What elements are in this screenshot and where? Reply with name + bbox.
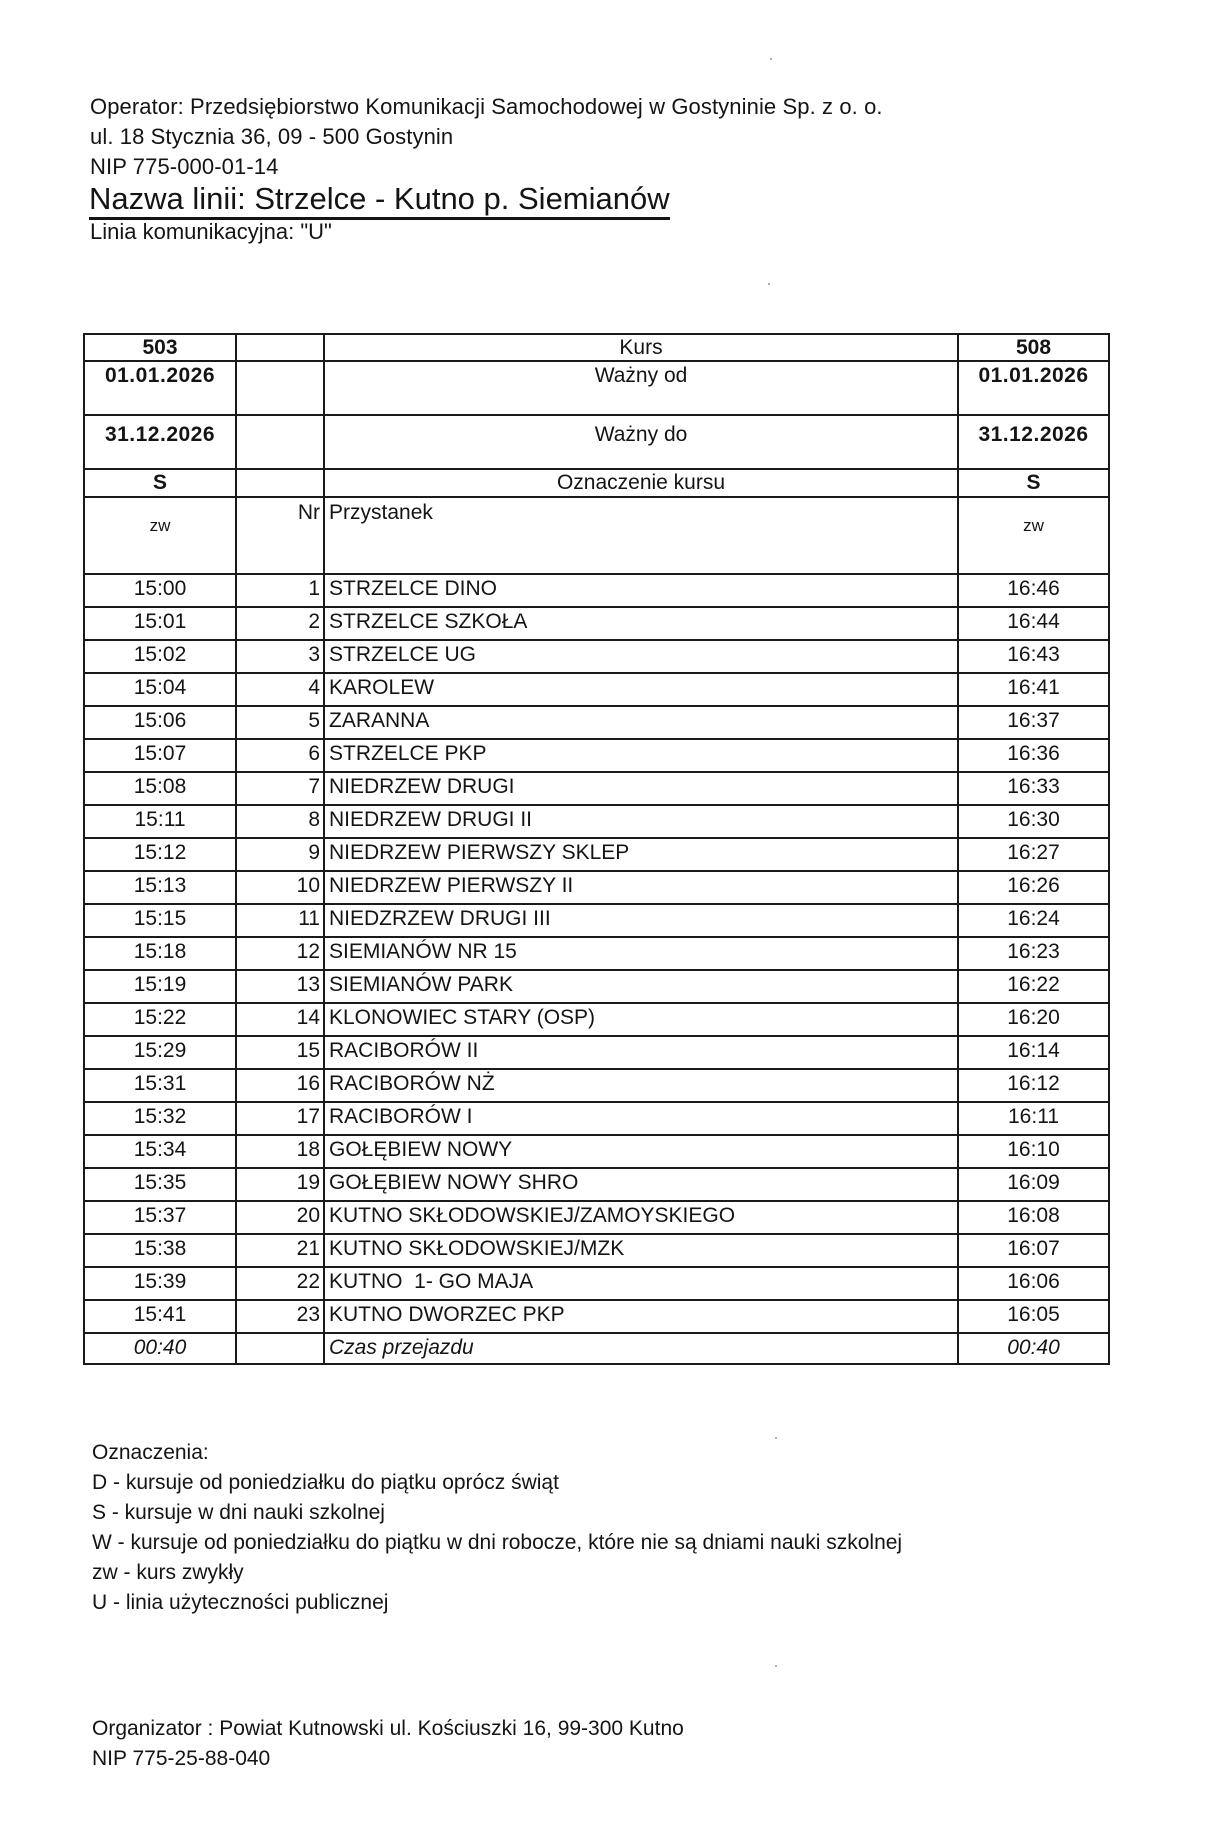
stop-name: STRZELCE PKP [324, 739, 958, 772]
departure-time: 15:18 [84, 937, 236, 970]
course-marking-right: S [958, 469, 1109, 497]
departure-time: 15:07 [84, 739, 236, 772]
scan-speck [775, 1665, 777, 1667]
valid-to-right: 31.12.2026 [958, 415, 1109, 469]
stop-row [84, 1300, 1109, 1333]
stop-name: SIEMIANÓW PARK [324, 970, 958, 1003]
column-header-row [84, 497, 1109, 574]
valid-from-label: Ważny od [324, 361, 958, 415]
scan-speck [768, 283, 770, 285]
line-type: Linia komunikacyjna: "U" [90, 219, 332, 244]
stop-row [84, 1267, 1109, 1300]
stop-number: 19 [236, 1168, 324, 1201]
stop-number: 5 [236, 706, 324, 739]
return-time: 16:11 [958, 1102, 1109, 1135]
empty-cell [236, 361, 324, 415]
stop-row [84, 937, 1109, 970]
stop-number: 6 [236, 739, 324, 772]
return-time: 16:43 [958, 640, 1109, 673]
departure-time: 15:39 [84, 1267, 236, 1300]
stop-number: 4 [236, 673, 324, 706]
organizer [92, 1714, 684, 1774]
stop-number: 8 [236, 805, 324, 838]
stop-number: 11 [236, 904, 324, 937]
return-time: 16:23 [958, 937, 1109, 970]
course-marking-left: S [84, 469, 236, 497]
travel-time-left: 00:40 [84, 1333, 236, 1364]
nr-header: Nr [236, 497, 324, 574]
stop-name: NIEDZRZEW DRUGI III [324, 904, 958, 937]
stop-number: 18 [236, 1135, 324, 1168]
stop-number: 9 [236, 838, 324, 871]
stop-name: ZARANNA [324, 706, 958, 739]
return-time: 16:33 [958, 772, 1109, 805]
stop-name: RACIBORÓW I [324, 1102, 958, 1135]
empty-cell [236, 1333, 324, 1364]
stop-row [84, 1168, 1109, 1201]
return-time: 16:27 [958, 838, 1109, 871]
stop-row [84, 1036, 1109, 1069]
course-label: Kurs [324, 334, 958, 361]
valid-from-row [84, 361, 1109, 415]
departure-time: 15:13 [84, 871, 236, 904]
stop-row [84, 1003, 1109, 1036]
stop-row [84, 772, 1109, 805]
return-time: 16:41 [958, 673, 1109, 706]
course-type-right: zw [958, 497, 1109, 574]
stop-row [84, 640, 1109, 673]
return-time: 16:10 [958, 1135, 1109, 1168]
empty-cell [236, 415, 324, 469]
stop-number: 21 [236, 1234, 324, 1267]
stop-name: KUTNO SKŁODOWSKIEJ/MZK [324, 1234, 958, 1267]
legend-item: zw - kurs zwykły [92, 1561, 244, 1584]
stop-header: Przystanek [324, 497, 958, 574]
stop-name: RACIBORÓW II [324, 1036, 958, 1069]
operator-line: Operator: Przedsiębiorstwo Komunikacji Samochodowej w Gostyninie Sp. z o. o. [90, 94, 883, 119]
stop-name: NIEDRZEW DRUGI [324, 772, 958, 805]
operator-address: ul. 18 Stycznia 36, 09 - 500 Gostynin [90, 124, 454, 149]
stop-row [84, 1102, 1109, 1135]
operator-nip: NIP 775-000-01-14 [90, 154, 279, 179]
return-time: 16:44 [958, 607, 1109, 640]
scan-speck [770, 58, 772, 60]
return-time: 16:46 [958, 574, 1109, 607]
stop-row [84, 805, 1109, 838]
stop-name: STRZELCE SZKOŁA [324, 607, 958, 640]
return-time: 16:07 [958, 1234, 1109, 1267]
return-time: 16:08 [958, 1201, 1109, 1234]
departure-time: 15:32 [84, 1102, 236, 1135]
stop-name: KUTNO SKŁODOWSKIEJ/ZAMOYSKIEGO [324, 1201, 958, 1234]
valid-from-left: 01.01.2026 [84, 361, 236, 415]
stop-name: NIEDRZEW PIERWSZY SKLEP [324, 838, 958, 871]
departure-time: 15:38 [84, 1234, 236, 1267]
stop-number: 1 [236, 574, 324, 607]
valid-to-label: Ważny do [324, 415, 958, 469]
organizer-line: Organizator : Powiat Kutnowski ul. Kościuszki 16, 99-300 Kutno [92, 1717, 684, 1740]
return-time: 16:05 [958, 1300, 1109, 1333]
line-title: Nazwa linii: Strzelce - Kutno p. Siemianów [89, 181, 670, 220]
legend-item: D - kursuje od poniedziałku do piątku oprócz świąt [92, 1471, 559, 1494]
legend-item: U - linia użyteczności publicznej [92, 1591, 389, 1614]
legend-item: S - kursuje w dni nauki szkolnej [92, 1501, 385, 1524]
departure-time: 15:19 [84, 970, 236, 1003]
stop-number: 16 [236, 1069, 324, 1102]
travel-time-right: 00:40 [958, 1333, 1109, 1364]
departure-time: 15:12 [84, 838, 236, 871]
stop-row [84, 574, 1109, 607]
organizer-nip: NIP 775-25-88-040 [92, 1747, 271, 1770]
stop-name: STRZELCE DINO [324, 574, 958, 607]
return-time: 16:20 [958, 1003, 1109, 1036]
departure-time: 15:37 [84, 1201, 236, 1234]
stop-name: NIEDRZEW PIERWSZY II [324, 871, 958, 904]
return-time: 16:09 [958, 1168, 1109, 1201]
valid-to-left: 31.12.2026 [84, 415, 236, 469]
course-number-right: 508 [958, 334, 1109, 361]
course-marking-label: Oznaczenie kursu [324, 469, 958, 497]
stop-row [84, 904, 1109, 937]
return-time: 16:36 [958, 739, 1109, 772]
stop-row [84, 1234, 1109, 1267]
timetable [83, 333, 1110, 1365]
valid-to-row [84, 415, 1109, 469]
stop-name: STRZELCE UG [324, 640, 958, 673]
departure-time: 15:22 [84, 1003, 236, 1036]
stop-number: 22 [236, 1267, 324, 1300]
stop-row [84, 607, 1109, 640]
return-time: 16:26 [958, 871, 1109, 904]
departure-time: 15:31 [84, 1069, 236, 1102]
departure-time: 15:11 [84, 805, 236, 838]
stop-number: 13 [236, 970, 324, 1003]
stop-number: 15 [236, 1036, 324, 1069]
legend-item: W - kursuje od poniedziałku do piątku w dni robocze, które nie są dniami nauki szkolnej [92, 1531, 903, 1554]
departure-time: 15:34 [84, 1135, 236, 1168]
stop-row [84, 1069, 1109, 1102]
stop-row [84, 838, 1109, 871]
stop-row [84, 706, 1109, 739]
stop-name: GOŁĘBIEW NOWY SHRO [324, 1168, 958, 1201]
stop-number: 14 [236, 1003, 324, 1036]
course-marking-row [84, 469, 1109, 497]
departure-time: 15:35 [84, 1168, 236, 1201]
return-time: 16:06 [958, 1267, 1109, 1300]
legend [92, 1438, 902, 1618]
stop-number: 20 [236, 1201, 324, 1234]
stop-name: SIEMIANÓW NR 15 [324, 937, 958, 970]
stop-number: 7 [236, 772, 324, 805]
departure-time: 15:06 [84, 706, 236, 739]
stop-number: 3 [236, 640, 324, 673]
stop-row [84, 739, 1109, 772]
travel-time-label: Czas przejazdu [324, 1333, 958, 1364]
stop-name: KUTNO 1- GO MAJA [324, 1267, 958, 1300]
scan-speck [775, 1437, 777, 1439]
return-time: 16:12 [958, 1069, 1109, 1102]
stop-name: GOŁĘBIEW NOWY [324, 1135, 958, 1168]
departure-time: 15:01 [84, 607, 236, 640]
stop-row [84, 970, 1109, 1003]
stop-name: KAROLEW [324, 673, 958, 706]
departure-time: 15:00 [84, 574, 236, 607]
stop-number: 2 [236, 607, 324, 640]
empty-cell [236, 334, 324, 361]
stop-number: 23 [236, 1300, 324, 1333]
stop-name: KLONOWIEC STARY (OSP) [324, 1003, 958, 1036]
stop-row [84, 673, 1109, 706]
course-type-left: zw [84, 497, 236, 574]
stop-number: 17 [236, 1102, 324, 1135]
departure-time: 15:29 [84, 1036, 236, 1069]
stop-number: 12 [236, 937, 324, 970]
stop-name: NIEDRZEW DRUGI II [324, 805, 958, 838]
travel-time-row [84, 1333, 1109, 1364]
stop-name: KUTNO DWORZEC PKP [324, 1300, 958, 1333]
stop-row [84, 1135, 1109, 1168]
empty-cell [236, 469, 324, 497]
departure-time: 15:41 [84, 1300, 236, 1333]
stop-number: 10 [236, 871, 324, 904]
valid-from-right: 01.01.2026 [958, 361, 1109, 415]
return-time: 16:37 [958, 706, 1109, 739]
stop-name: RACIBORÓW NŻ [324, 1069, 958, 1102]
departure-time: 15:02 [84, 640, 236, 673]
departure-time: 15:04 [84, 673, 236, 706]
departure-time: 15:08 [84, 772, 236, 805]
return-time: 16:24 [958, 904, 1109, 937]
return-time: 16:22 [958, 970, 1109, 1003]
return-time: 16:30 [958, 805, 1109, 838]
legend-title: Oznaczenia: [92, 1441, 209, 1464]
stop-row [84, 871, 1109, 904]
return-time: 16:14 [958, 1036, 1109, 1069]
course-number-row [84, 334, 1109, 361]
course-number-left: 503 [84, 334, 236, 361]
stop-row [84, 1201, 1109, 1234]
departure-time: 15:15 [84, 904, 236, 937]
